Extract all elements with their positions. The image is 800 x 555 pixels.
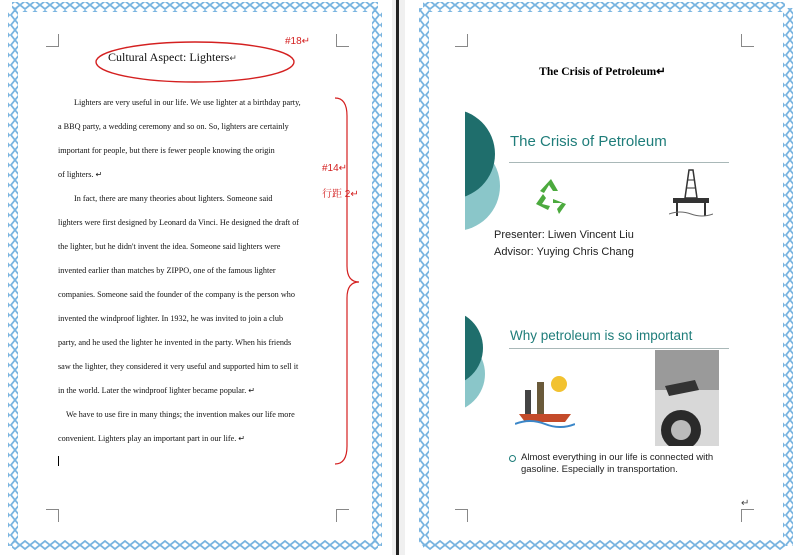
- document-title: The Crisis of Petroleum↵: [539, 66, 666, 78]
- margin-corner-mark: [741, 509, 754, 522]
- text-line: We have to use fire in many things; the invention makes our life more: [66, 410, 295, 419]
- text-line: of lighters. ↵: [58, 170, 103, 179]
- text-line: convenient. Lighters play an important part in our life. ↵: [58, 434, 246, 443]
- margin-corner-mark: [336, 34, 349, 47]
- paragraph-mark: ↵: [741, 498, 750, 509]
- left-document-page[interactable]: [0, 0, 392, 555]
- text-line: in the world. Later the windproof lighter became popular. ↵: [58, 386, 256, 395]
- font-size-annotation: #18↵: [285, 36, 311, 47]
- recycle-icon: [531, 176, 571, 216]
- text-line: party, and he used the lighter he invented in the party. When his friends: [58, 338, 292, 347]
- text-line: important for people, but there is fewer people knowing the origin: [58, 146, 275, 155]
- page-divider: [392, 0, 405, 555]
- text-line: saw the lighter, they considered it very useful and supported him to sell it: [58, 362, 299, 371]
- slide-decor-circles: [465, 106, 525, 246]
- margin-corner-mark: [336, 509, 349, 522]
- text-line: invented earlier than matches by ZIPPO, one of the famous lighter: [58, 266, 276, 275]
- document-title: Cultural Aspect: Lighters↵: [108, 50, 237, 64]
- body-font-size-annotation: #14↵: [322, 163, 348, 174]
- margin-corner-mark: [455, 34, 468, 47]
- bullet-marker: [509, 455, 516, 462]
- document-body[interactable]: [58, 94, 336, 454]
- slide-image-2[interactable]: [465, 312, 737, 447]
- line-spacing-annotation: 行距 2↵: [322, 189, 359, 200]
- slide-rule: [509, 162, 729, 163]
- fuel-nozzle-photo: [655, 350, 719, 446]
- red-brace-annotation: [333, 96, 363, 466]
- text-line: the lighter, but he didn't invent the idea. Someone said lighters were: [58, 242, 281, 251]
- margin-corner-mark: [46, 34, 59, 47]
- slide-rule: [509, 348, 729, 349]
- margin-corner-mark: [46, 509, 59, 522]
- refinery-clipart-icon: [515, 368, 575, 428]
- text-line: Lighters are very useful in our life. We use lighter at a birthday party,: [74, 98, 301, 107]
- slide-image-1[interactable]: [465, 106, 737, 266]
- text-line: In fact, there are many theories about lighters. Someone said: [74, 194, 273, 203]
- text-line: a BBQ party, a wedding ceremony and so on. So, lighters are certainly: [58, 122, 289, 131]
- slide-presenter: Presenter: Liwen Vincent Liu: [494, 229, 634, 241]
- slide-advisor: Advisor: Yuying Chris Chang: [494, 246, 634, 258]
- right-document-page[interactable]: [405, 0, 800, 555]
- slide-title: Why petroleum is so important: [510, 328, 693, 343]
- margin-corner-mark: [741, 34, 754, 47]
- margin-corner-mark: [455, 509, 468, 522]
- slide-decor-circles: [465, 312, 505, 412]
- slide-bullet-text: Almost everything in our life is connected with gasoline. Especially in transportation.: [521, 452, 714, 475]
- slide-title: The Crisis of Petroleum: [510, 133, 667, 150]
- text-line: invented the windproof lighter. In 1932, he was invited to join a club: [58, 314, 284, 323]
- oil-rig-icon: [669, 168, 713, 218]
- text-cursor: [58, 456, 59, 466]
- text-line: companies. Someone said the founder of the company is the person who: [58, 290, 295, 299]
- text-line: lighters were first designed by Leonard da Vinci. He designed the draft of: [58, 218, 300, 227]
